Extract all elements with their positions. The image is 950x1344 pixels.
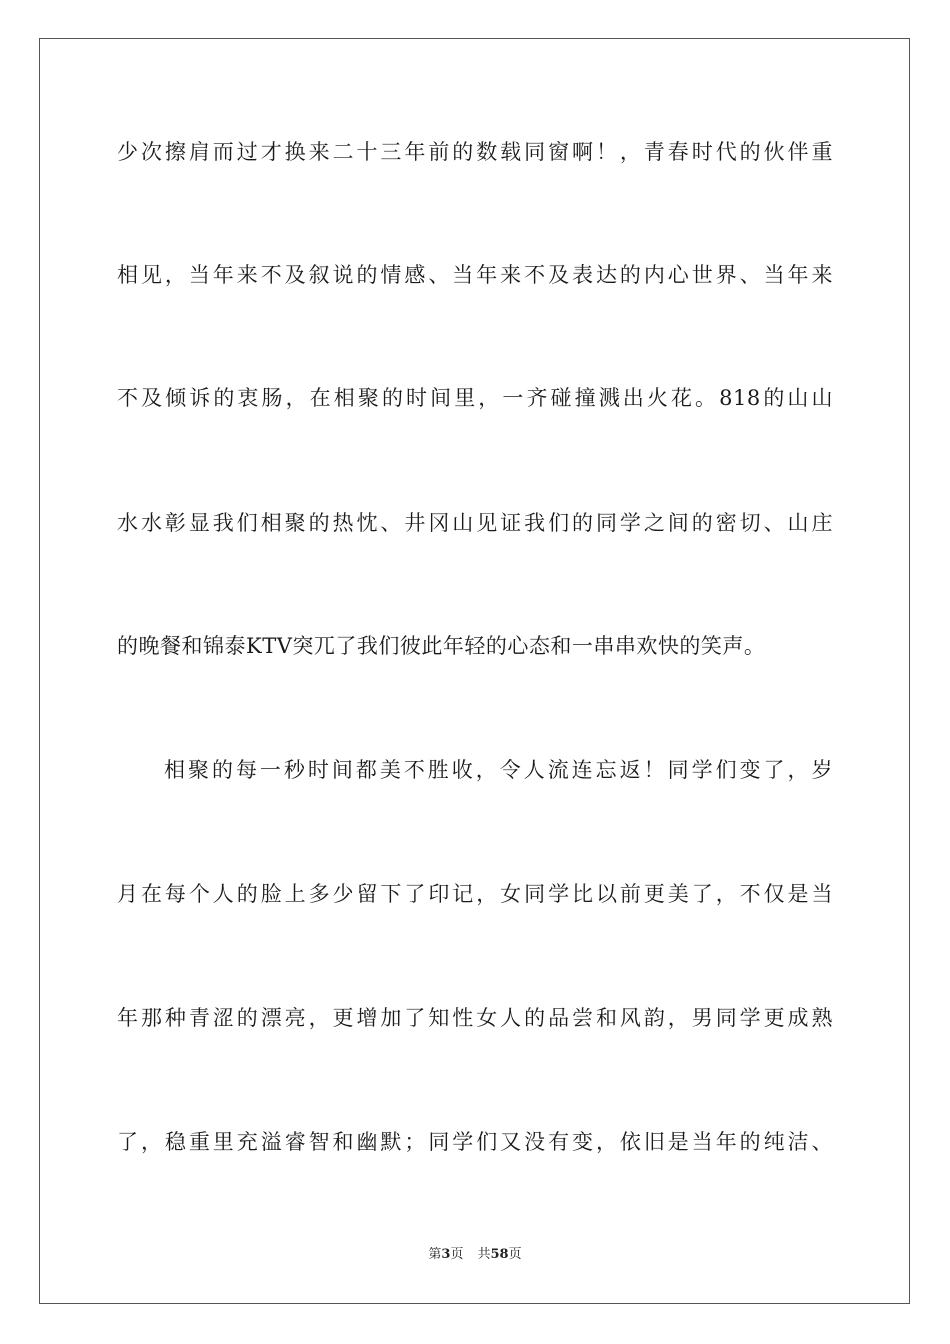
text-line-8: 年那种青涩的漂亮，更增加了知性女人的品尝和风韵，男同学更成熟 <box>117 1006 833 1030</box>
total-prefix: 共 <box>477 1247 491 1262</box>
text-line-3: 不及倾诉的衷肠，在相聚的时间里，一齐碰撞溅出火花。818的山山 <box>117 386 833 410</box>
page-prefix: 第 <box>428 1247 442 1262</box>
total-pages: 58 <box>490 1247 509 1262</box>
page-footer <box>0 1246 950 1264</box>
text-line-6: 相聚的每一秒时间都美不胜收，令人流连忘返！同学们变了，岁 <box>164 758 833 782</box>
page-border <box>39 38 910 1304</box>
text-line-2: 相见，当年来不及叙说的情感、当年来不及表达的内心世界、当年来 <box>117 263 833 287</box>
text-line-5: 的晚餐和锦泰KTV突兀了我们彼此年轻的心态和一串串欢快的笑声。 <box>117 634 766 658</box>
page-number: 3 <box>441 1247 451 1262</box>
text-line-1: 少次擦肩而过才换来二十三年前的数载同窗啊！，青春时代的伙伴重 <box>117 140 833 164</box>
total-suffix: 页 <box>508 1247 522 1262</box>
text-line-9: 了，稳重里充溢睿智和幽默；同学们又没有变，依旧是当年的纯洁、 <box>117 1130 833 1154</box>
text-line-7: 月在每个人的脸上多少留下了印记，女同学比以前更美了，不仅是当 <box>117 882 833 906</box>
page-suffix: 页 <box>450 1247 464 1262</box>
text-line-4: 水水彰显我们相聚的热忱、井冈山见证我们的同学之间的密切、山庄 <box>117 511 833 535</box>
